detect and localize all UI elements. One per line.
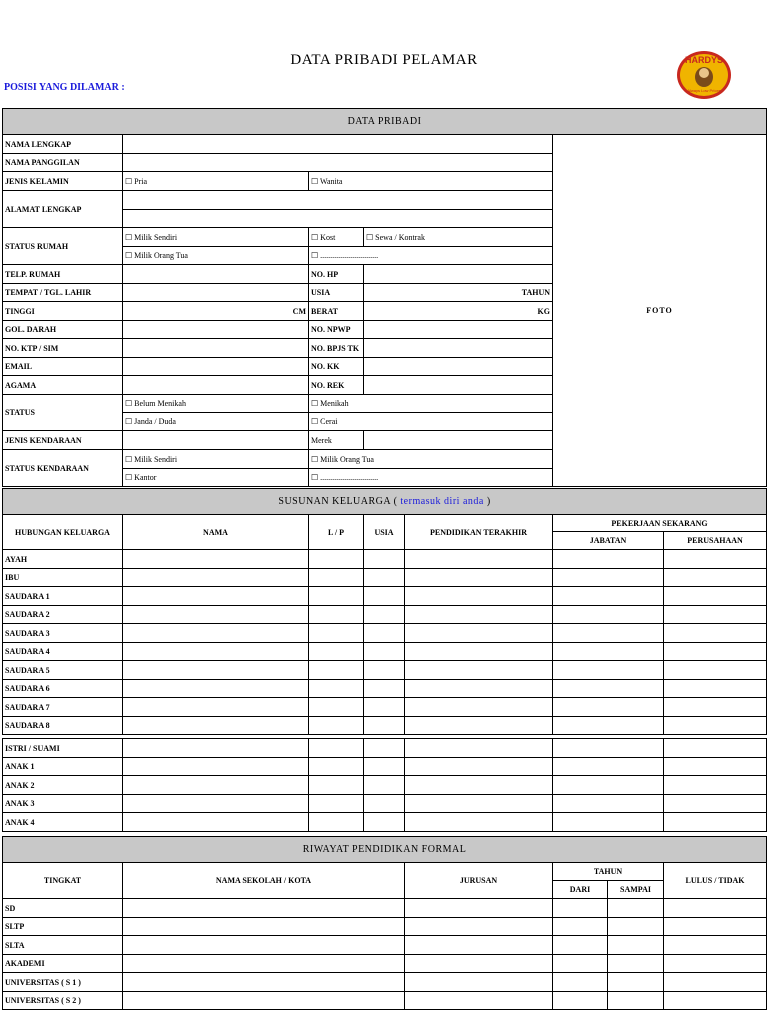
table-cell[interactable] (309, 795, 364, 813)
label-telp-rumah: TELP. RUMAH (3, 265, 123, 284)
table-cell[interactable] (123, 643, 309, 661)
table-row (3, 569, 767, 587)
table-row (3, 795, 767, 813)
row-label: IBU (3, 569, 123, 587)
table-cell[interactable] (405, 955, 553, 973)
table-cell[interactable] (309, 606, 364, 624)
table-cell[interactable] (309, 717, 364, 735)
row-label: AYAH (3, 550, 123, 569)
table-cell[interactable] (553, 776, 664, 795)
table-cell[interactable] (664, 899, 767, 918)
table-cell[interactable] (608, 936, 664, 955)
table-cell[interactable] (123, 918, 405, 936)
field-kk[interactable] (364, 358, 553, 376)
field-rek[interactable] (364, 376, 553, 395)
label-bpjs: NO. BPJS TK (309, 339, 364, 358)
table-cell[interactable] (123, 624, 309, 643)
checkbox-kendaraan-kantor[interactable]: ☐ Kantor (123, 469, 309, 487)
table-cell[interactable] (664, 550, 767, 569)
pendidikan-header: RIWAYAT PENDIDIKAN FORMAL (3, 837, 767, 863)
label-npwp: NO. NPWP (309, 321, 364, 339)
checkbox-menikah[interactable]: ☐ Menikah (309, 395, 553, 413)
table-cell[interactable] (364, 661, 405, 680)
label-kk: NO. KK (309, 358, 364, 376)
label-email: EMAIL (3, 358, 123, 376)
keluarga-header-note: termasuk diri anda (400, 496, 484, 507)
table-cell[interactable] (553, 758, 664, 776)
table-cell[interactable] (608, 973, 664, 992)
col-hubungan: HUBUNGAN KELUARGA (3, 515, 123, 550)
field-ttl[interactable] (123, 284, 309, 302)
table-cell[interactable] (123, 661, 309, 680)
table-cell[interactable] (664, 776, 767, 795)
label-status: STATUS (3, 395, 123, 431)
table-cell[interactable] (664, 955, 767, 973)
table-row (3, 955, 767, 973)
table-cell[interactable] (553, 936, 608, 955)
col-lp: L / P (309, 515, 364, 550)
table-row (3, 587, 767, 606)
col-jurusan: JURUSAN (405, 863, 553, 899)
row-label: UNIVERSITAS ( S 2 ) (3, 992, 123, 1010)
susunan-keluarga-table (2, 488, 767, 832)
col-pekerjaan: PEKERJAAN SEKARANG (553, 515, 767, 532)
table-cell[interactable] (405, 587, 553, 606)
col-sampai: SAMPAI (608, 881, 664, 899)
table-row (3, 973, 767, 992)
table-cell[interactable] (364, 606, 405, 624)
field-npwp[interactable] (364, 321, 553, 339)
table-cell[interactable] (405, 624, 553, 643)
table-cell[interactable] (405, 795, 553, 813)
table-cell[interactable] (664, 717, 767, 735)
table-row (3, 661, 767, 680)
checkbox-kendaraan-milik-ortu[interactable]: ☐ Milik Orang Tua (309, 450, 553, 469)
label-tinggi: TINGGI (3, 302, 123, 321)
field-nama-panggilan[interactable] (123, 154, 553, 172)
checkbox-belum-menikah[interactable]: ☐ Belum Menikah (123, 395, 309, 413)
table-cell[interactable] (123, 550, 309, 569)
table-cell[interactable] (364, 587, 405, 606)
table-cell[interactable] (364, 680, 405, 698)
row-label: SAUDARA 4 (3, 643, 123, 661)
table-cell[interactable] (123, 698, 309, 717)
table-cell[interactable] (309, 739, 364, 758)
data-pribadi-table (2, 108, 767, 487)
table-cell[interactable] (309, 624, 364, 643)
table-cell[interactable] (364, 758, 405, 776)
label-merek: Merek (309, 431, 364, 450)
table-cell[interactable] (123, 587, 309, 606)
row-label: ANAK 4 (3, 813, 123, 832)
row-label: ANAK 3 (3, 795, 123, 813)
table-cell[interactable] (364, 795, 405, 813)
table-row (3, 758, 767, 776)
table-cell[interactable] (553, 955, 608, 973)
table-cell[interactable] (405, 643, 553, 661)
table-cell[interactable] (123, 776, 309, 795)
checkbox-milik-sendiri[interactable]: ☐ Milik Sendiri (123, 228, 309, 247)
table-cell[interactable] (405, 661, 553, 680)
label-jenis-kendaraan: JENIS KENDARAAN (3, 431, 123, 450)
row-label: SAUDARA 3 (3, 624, 123, 643)
table-row (3, 936, 767, 955)
row-label: AKADEMI (3, 955, 123, 973)
table-cell[interactable] (309, 813, 364, 832)
col-perusahaan: PERUSAHAAN (664, 532, 767, 550)
table-cell[interactable] (309, 698, 364, 717)
table-row (3, 918, 767, 936)
table-cell[interactable] (405, 776, 553, 795)
table-cell[interactable] (608, 992, 664, 1010)
table-cell[interactable] (123, 955, 405, 973)
label-rek: NO. REK (309, 376, 364, 395)
field-no-hp[interactable] (364, 265, 553, 284)
table-cell[interactable] (664, 606, 767, 624)
field-alamat-2[interactable] (123, 210, 553, 228)
table-cell[interactable] (405, 717, 553, 735)
table-cell[interactable] (405, 739, 553, 758)
label-nama-lengkap: NAMA LENGKAP (3, 135, 123, 154)
row-label: ISTRI / SUAMI (3, 739, 123, 758)
table-cell[interactable] (405, 606, 553, 624)
table-row (3, 606, 767, 624)
table-cell[interactable] (664, 918, 767, 936)
field-bpjs[interactable] (364, 339, 553, 358)
label-ttl: TEMPAT / TGL. LAHIR (3, 284, 123, 302)
table-cell[interactable] (309, 680, 364, 698)
checkbox-sewa[interactable]: ☐ Sewa / Kontrak (364, 228, 553, 247)
checkbox-cerai[interactable]: ☐ Cerai (309, 413, 553, 431)
row-label: UNIVERSITAS ( S 1 ) (3, 973, 123, 992)
table-cell[interactable] (405, 680, 553, 698)
field-merek[interactable] (364, 431, 553, 450)
table-cell[interactable] (123, 899, 405, 918)
col-lulus: LULUS / TIDAK (664, 863, 767, 899)
checkbox-janda-duda[interactable]: ☐ Janda / Duda (123, 413, 309, 431)
table-cell[interactable] (664, 813, 767, 832)
table-cell[interactable] (364, 643, 405, 661)
table-cell[interactable] (405, 992, 553, 1010)
table-cell[interactable] (364, 739, 405, 758)
table-row (3, 680, 767, 698)
table-row (3, 550, 767, 569)
row-label: SAUDARA 2 (3, 606, 123, 624)
table-cell[interactable] (364, 550, 405, 569)
keluarga-header-text: SUSUNAN KELUARGA ( (278, 496, 398, 507)
table-cell[interactable] (553, 643, 664, 661)
table-cell[interactable] (553, 918, 608, 936)
row-label: SAUDARA 5 (3, 661, 123, 680)
table-row (3, 698, 767, 717)
table-cell[interactable] (664, 569, 767, 587)
table-cell[interactable] (309, 587, 364, 606)
table-cell[interactable] (664, 643, 767, 661)
logo-text: HARDYS (684, 55, 724, 65)
table-cell[interactable] (405, 918, 553, 936)
table-cell[interactable] (364, 717, 405, 735)
table-cell[interactable] (608, 955, 664, 973)
table-cell[interactable] (553, 661, 664, 680)
table-cell[interactable] (123, 680, 309, 698)
table-cell[interactable] (123, 758, 309, 776)
label-no-hp: NO. HP (309, 265, 364, 284)
table-cell[interactable] (364, 813, 405, 832)
checkbox-milik-ortu[interactable]: ☐ Milik Orang Tua (123, 247, 309, 265)
table-cell[interactable] (664, 661, 767, 680)
hardys-logo (676, 50, 732, 100)
col-sekolah: NAMA SEKOLAH / KOTA (123, 863, 405, 899)
row-label: SAUDARA 8 (3, 717, 123, 735)
table-cell[interactable] (664, 758, 767, 776)
page-title: DATA PRIBADI PELAMAR (290, 52, 478, 68)
checkbox-kendaraan-milik-sendiri[interactable]: ☐ Milik Sendiri (123, 450, 309, 469)
riwayat-pendidikan-table (2, 836, 767, 1010)
label-jenis-kelamin: JENIS KELAMIN (3, 172, 123, 191)
checkbox-kost[interactable]: ☐ Kost (309, 228, 364, 247)
label-usia: USIA (309, 284, 364, 302)
table-cell[interactable] (123, 973, 405, 992)
table-cell[interactable] (309, 661, 364, 680)
checkbox-kendaraan-lainnya[interactable]: ☐ ............................. (309, 469, 553, 487)
col-nama: NAMA (123, 515, 309, 550)
table-cell[interactable] (405, 698, 553, 717)
field-ktp[interactable] (123, 339, 309, 358)
col-jabatan: JABATAN (553, 532, 664, 550)
table-cell[interactable] (405, 973, 553, 992)
table-cell[interactable] (553, 680, 664, 698)
table-cell[interactable] (123, 739, 309, 758)
label-ktp: NO. KTP / SIM (3, 339, 123, 358)
checkbox-wanita[interactable]: ☐ Wanita (309, 172, 553, 191)
table-cell[interactable] (309, 776, 364, 795)
table-cell[interactable] (608, 899, 664, 918)
table-cell[interactable] (664, 680, 767, 698)
table-cell[interactable] (123, 936, 405, 955)
table-cell[interactable] (553, 569, 664, 587)
table-row (3, 643, 767, 661)
table-cell[interactable] (553, 813, 664, 832)
table-cell[interactable] (553, 717, 664, 735)
table-cell[interactable] (405, 569, 553, 587)
table-cell[interactable] (608, 918, 664, 936)
label-status-rumah: STATUS RUMAH (3, 228, 123, 265)
table-cell[interactable] (364, 776, 405, 795)
table-cell[interactable] (553, 624, 664, 643)
unit-cm: CM (123, 302, 309, 321)
row-label: SAUDARA 7 (3, 698, 123, 717)
col-tahun: TAHUN (553, 863, 664, 881)
label-gol-darah: GOL. DARAH (3, 321, 123, 339)
table-cell[interactable] (664, 624, 767, 643)
table-cell[interactable] (309, 643, 364, 661)
table-cell[interactable] (309, 569, 364, 587)
table-cell[interactable] (405, 758, 553, 776)
table-cell[interactable] (309, 550, 364, 569)
table-cell[interactable] (553, 550, 664, 569)
foto-box[interactable]: FOTO (553, 135, 767, 487)
table-cell[interactable] (405, 550, 553, 569)
row-label: ANAK 2 (3, 776, 123, 795)
row-label: SD (3, 899, 123, 918)
keluarga-header (3, 489, 767, 515)
table-cell[interactable] (123, 813, 309, 832)
field-email[interactable] (123, 358, 309, 376)
table-cell[interactable] (405, 813, 553, 832)
table-cell[interactable] (553, 795, 664, 813)
table-cell[interactable] (664, 739, 767, 758)
table-cell[interactable] (664, 936, 767, 955)
keluarga-header-close: ) (486, 496, 491, 507)
logo-tagline: Always Low Prices (687, 88, 721, 93)
table-cell[interactable] (405, 936, 553, 955)
label-alamat: ALAMAT LENGKAP (3, 191, 123, 228)
table-cell[interactable] (405, 899, 553, 918)
table-cell[interactable] (364, 698, 405, 717)
table-row (3, 992, 767, 1010)
posisi-label: POSISI YANG DILAMAR : (4, 82, 125, 93)
table-cell[interactable] (664, 973, 767, 992)
field-agama[interactable] (123, 376, 309, 395)
unit-tahun: TAHUN (364, 284, 553, 302)
field-jenis-kendaraan[interactable] (123, 431, 309, 450)
table-cell[interactable] (123, 606, 309, 624)
row-label: SLTP (3, 918, 123, 936)
label-berat: BERAT (309, 302, 364, 321)
checkbox-rumah-lainnya[interactable]: ☐ ............................. (309, 247, 553, 265)
field-telp-rumah[interactable] (123, 265, 309, 284)
field-nama-lengkap[interactable] (123, 135, 553, 154)
table-cell[interactable] (664, 992, 767, 1010)
label-agama: AGAMA (3, 376, 123, 395)
table-row (3, 717, 767, 735)
data-pribadi-header: DATA PRIBADI (3, 109, 767, 135)
col-usia: USIA (364, 515, 405, 550)
col-dari: DARI (553, 881, 608, 899)
table-cell[interactable] (664, 795, 767, 813)
table-row (3, 739, 767, 758)
table-cell[interactable] (553, 739, 664, 758)
row-label: SLTA (3, 936, 123, 955)
table-cell[interactable] (664, 698, 767, 717)
table-row (3, 624, 767, 643)
table-row (3, 899, 767, 918)
table-cell[interactable] (553, 587, 664, 606)
table-cell[interactable] (364, 624, 405, 643)
table-cell[interactable] (553, 899, 608, 918)
label-nama-panggilan: NAMA PANGGILAN (3, 154, 123, 172)
table-cell[interactable] (553, 973, 608, 992)
table-cell[interactable] (364, 569, 405, 587)
table-cell[interactable] (123, 569, 309, 587)
table-row (3, 813, 767, 832)
label-status-kendaraan: STATUS KENDARAAN (3, 450, 123, 487)
table-cell[interactable] (309, 758, 364, 776)
row-label: ANAK 1 (3, 758, 123, 776)
row-label: SAUDARA 1 (3, 587, 123, 606)
field-gol-darah[interactable] (123, 321, 309, 339)
col-pendidikan: PENDIDIKAN TERAKHIR (405, 515, 553, 550)
row-label: SAUDARA 6 (3, 680, 123, 698)
table-row (3, 776, 767, 795)
checkbox-pria[interactable]: ☐ Pria (123, 172, 309, 191)
unit-kg: KG (364, 302, 553, 321)
table-cell[interactable] (123, 992, 405, 1010)
table-cell[interactable] (553, 992, 608, 1010)
table-cell[interactable] (123, 795, 309, 813)
table-cell[interactable] (664, 587, 767, 606)
col-tingkat: TINGKAT (3, 863, 123, 899)
table-cell[interactable] (553, 606, 664, 624)
field-alamat-1[interactable] (123, 191, 553, 210)
table-cell[interactable] (553, 698, 664, 717)
table-cell[interactable] (123, 717, 309, 735)
